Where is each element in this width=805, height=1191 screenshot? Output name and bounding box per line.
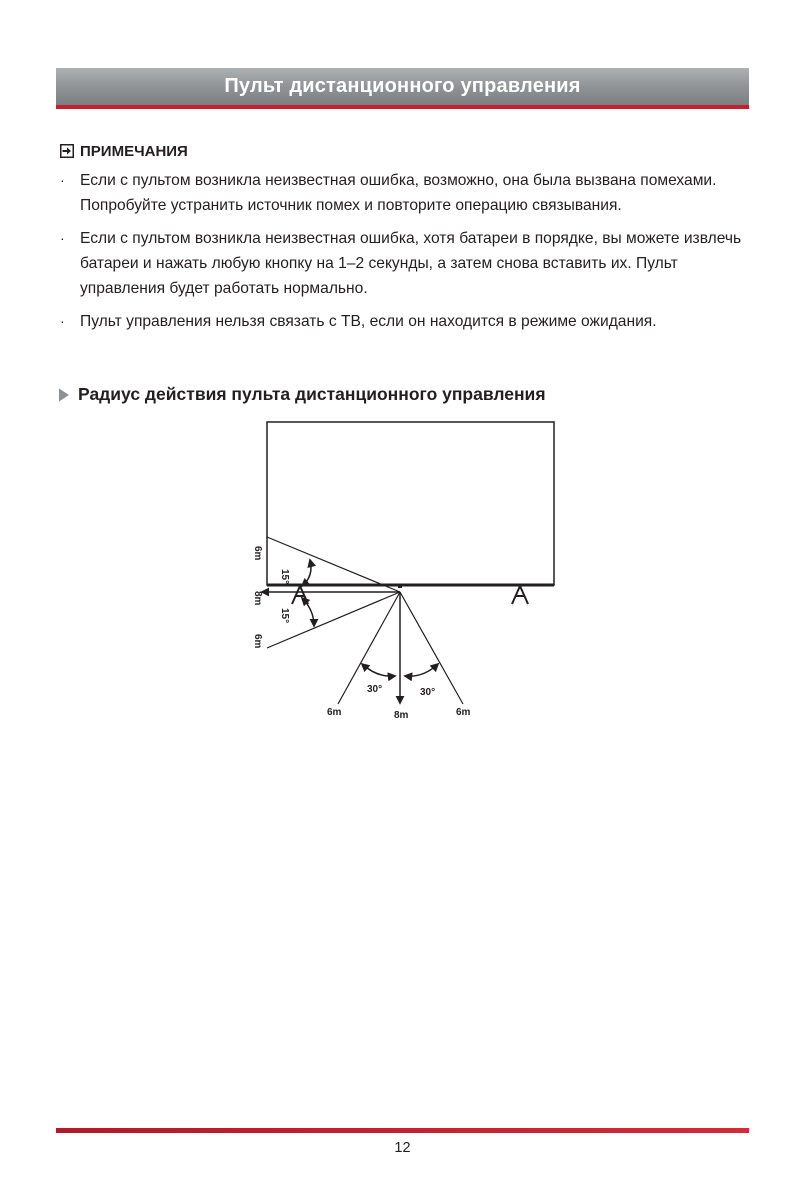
list-item: [58, 226, 758, 301]
list-item: [58, 309, 758, 334]
front-right-angle-arc: [405, 664, 438, 676]
remote-range-diagram: [240, 418, 580, 723]
side-bottom-distance: 6m: [252, 634, 263, 649]
notes-title: ПРИМЕЧАНИЯ: [80, 142, 188, 160]
side-top-distance: 6m: [252, 546, 263, 561]
tv-right-stand: [512, 586, 528, 604]
front-center-distance: 8m: [394, 710, 409, 721]
tv-illustration: [267, 422, 554, 604]
list-item: [58, 168, 758, 218]
ir-receiver: [398, 585, 402, 588]
note-text: Пульт управления нельзя связать с ТВ, если он находится в режиме ожидания.: [80, 313, 657, 330]
front-right-angle-label: 30°: [420, 687, 436, 698]
front-left-angle-label: 30°: [367, 684, 383, 695]
bullet-dot: ·: [60, 230, 65, 246]
page-header-bar: [56, 68, 749, 109]
bullet-dot: ·: [60, 313, 65, 329]
triangle-right-icon: [58, 388, 70, 402]
front-right-distance: 6m: [456, 707, 471, 718]
section-heading: [58, 384, 546, 405]
side-center-distance: 8m: [252, 591, 263, 606]
side-upper-angle-label: 15°: [279, 569, 290, 585]
footer-bar: [56, 1128, 749, 1133]
section-title: Радиус действия пульта дистанционного управления: [78, 384, 546, 404]
note-text: Если с пультом возникла неизвестная ошибка, хотя батареи в порядке, вы можете извлечь батареи и нажать любую кнопку на 1–2 секунды, а затем снова вставить их. Пульт управления будет работать нормально.: [80, 230, 742, 297]
side-lower-angle-label: 15°: [279, 608, 290, 624]
notes-list: [58, 168, 758, 342]
note-arrow-icon: [60, 144, 74, 158]
note-text: Если с пультом возникла неизвестная ошибка, возможно, она была вызвана помехами. Попробуйте устранить источник помех и повторите операцию связывания.: [80, 172, 717, 214]
front-left-angle-arc: [362, 664, 395, 676]
bullet-dot: ·: [60, 172, 65, 188]
page-number: 12: [394, 1140, 411, 1156]
page-title: Пульт дистанционного управления: [224, 75, 581, 97]
notes-heading: [60, 142, 188, 160]
front-range: [327, 592, 471, 721]
front-left-distance: 6m: [327, 707, 342, 718]
